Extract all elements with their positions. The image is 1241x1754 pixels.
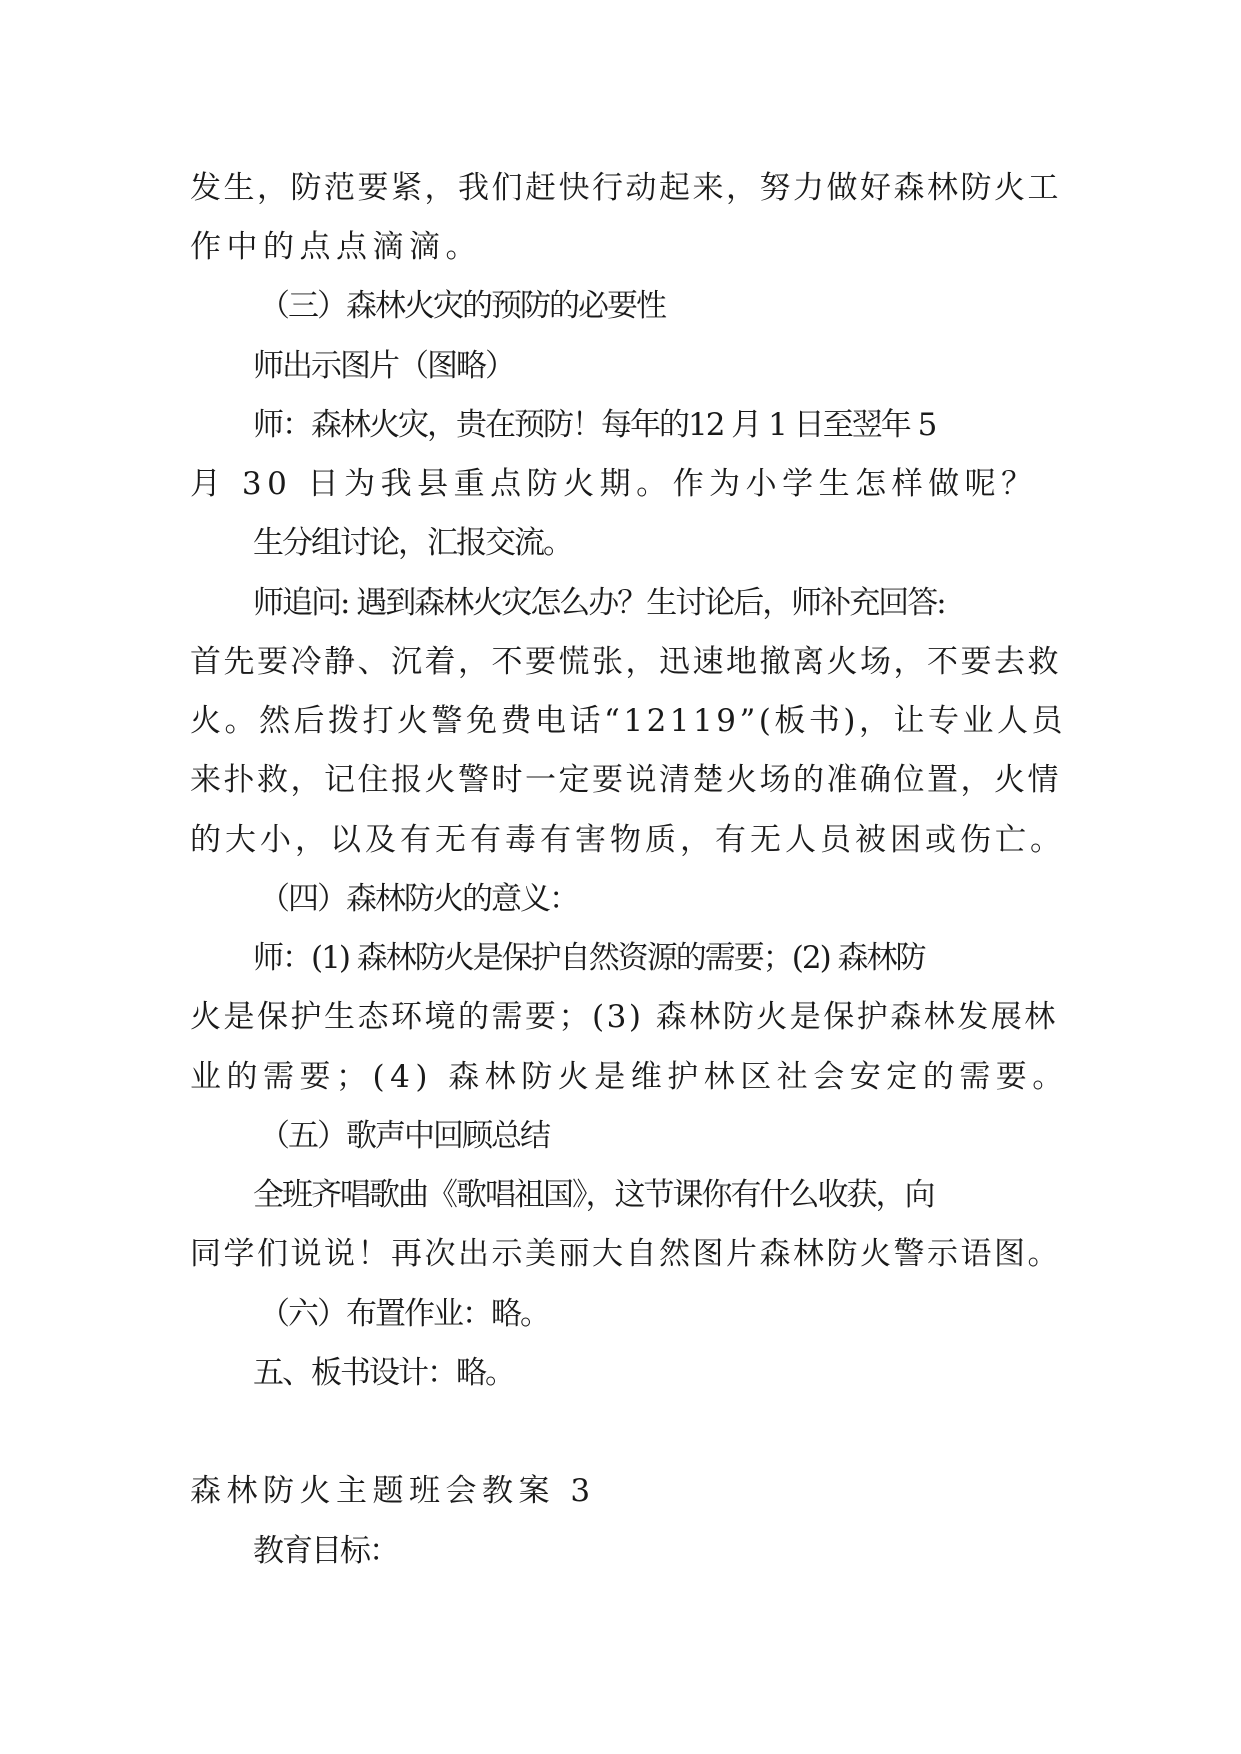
section-heading-6: （六）布置作业：略。 xyxy=(259,1296,549,1332)
document-title: 森林防火主题班会教案 3 xyxy=(190,1473,596,1509)
paragraph-line: 火。然后拨打火警免费电话“12119”(板书)，让专业人员 xyxy=(190,703,1066,739)
paragraph-line: 作中的点点滴滴。 xyxy=(190,229,482,265)
paragraph-line: 的大小，以及有无有毒有害物质，有无人员被困或伤亡。 xyxy=(190,822,1065,858)
paragraph-line: 发生，防范要紧，我们赶快行动起来，努力做好森林防火工 xyxy=(190,170,1061,206)
paragraph-line: 师出示图片（图略） xyxy=(253,348,514,384)
paragraph-line: 火是保护生态环境的需要；(3) 森林防火是保护森林发展林 xyxy=(190,999,1058,1035)
paragraph-line: 全班齐唱歌曲《歌唱祖国》，这节课你有什么收获，向 xyxy=(253,1177,934,1213)
section-heading-5: （五）歌声中回顾总结 xyxy=(259,1118,549,1154)
paragraph-line: 同学们说说！再次出示美丽大自然图片森林防火警示语图。 xyxy=(190,1236,1061,1272)
paragraph-line: 业的需要；(4) 森林防火是维护林区社会安定的需要。 xyxy=(190,1059,1069,1095)
paragraph-line: 师：(1) 森林防火是保护自然资源的需要；(2) 森林防 xyxy=(253,940,925,976)
paragraph-line: 月 30 日为我县重点防火期。作为小学生怎样做呢？ xyxy=(190,466,1038,502)
section-heading-3: （三）森林火灾的预防的必要性 xyxy=(259,288,665,324)
paragraph-line: 师：森林火灾，贵在预防！每年的12 月 1 日至翌年 5 xyxy=(253,407,936,443)
paragraph-line: 来扑救，记住报火警时一定要说清楚火场的准确位置，火情 xyxy=(190,762,1061,798)
paragraph-line: 首先要冷静、沉着，不要慌张，迅速地撤离火场，不要去救 xyxy=(190,644,1061,680)
paragraph-line: 生分组讨论，汇报交流。 xyxy=(253,525,572,561)
section-heading-4: （四）森林防火的意义： xyxy=(259,881,578,917)
paragraph-line: 师追问: 遇到森林火灾怎么办？生讨论后，师补充回答: xyxy=(253,585,945,621)
section-heading-five: 五、板书设计：略。 xyxy=(253,1355,514,1391)
subheading-education-goals: 教育目标： xyxy=(253,1533,398,1569)
